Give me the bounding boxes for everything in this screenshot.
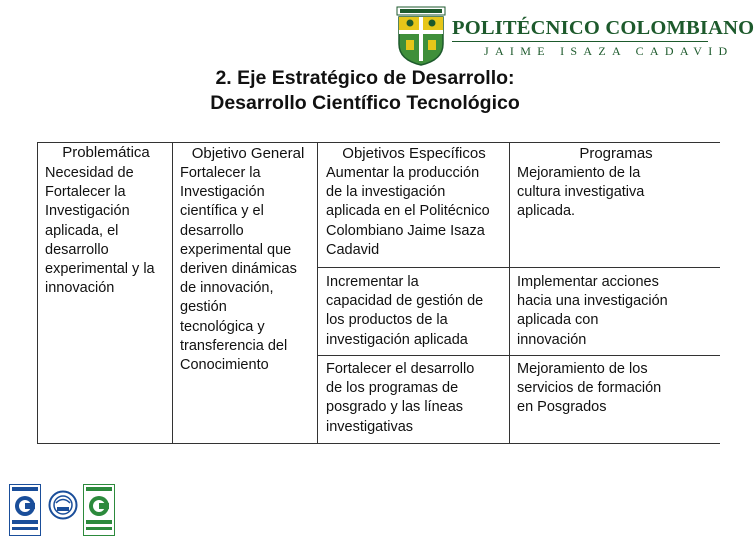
politecnico-crest-logo bbox=[396, 6, 446, 66]
text-line: Investigación bbox=[180, 184, 265, 201]
crest-icon bbox=[396, 6, 446, 66]
iqnet-seal-icon bbox=[48, 490, 78, 529]
table-divider bbox=[317, 143, 318, 443]
problematica-cell bbox=[45, 164, 173, 298]
text-line: deriven dinámicas bbox=[180, 261, 297, 278]
table-divider bbox=[317, 267, 720, 268]
strategy-table bbox=[37, 142, 720, 444]
text-line: innovación bbox=[517, 331, 587, 348]
objetivo-especifico-cell bbox=[326, 164, 510, 260]
text-line: Incrementar la bbox=[326, 274, 419, 290]
header-programas: Programas bbox=[579, 145, 653, 162]
header-problematica: Problemática bbox=[62, 144, 150, 161]
text-line: investigación aplicada bbox=[326, 331, 468, 348]
text-line: servicios de formación bbox=[517, 380, 662, 397]
text-line: Cadavid bbox=[326, 241, 380, 258]
text-line: de innovación, bbox=[180, 280, 274, 297]
text-line: Fortalecer la bbox=[45, 184, 126, 201]
text-line: los productos de la bbox=[326, 312, 448, 329]
text-line: Fortalecer la bbox=[180, 165, 261, 181]
text-line: experimental que bbox=[180, 241, 292, 258]
text-line: Aumentar la producción bbox=[326, 165, 480, 181]
text-line: aplicada en el Politécnico bbox=[326, 203, 490, 220]
certification-seal-icon bbox=[9, 484, 41, 541]
page-title bbox=[150, 66, 580, 116]
brand-divider bbox=[452, 41, 708, 42]
text-line: desarrollo bbox=[45, 241, 109, 258]
text-line: gestión bbox=[180, 299, 227, 316]
text-line: desarrollo bbox=[180, 222, 244, 239]
text-line: aplicada, el bbox=[45, 222, 119, 239]
text-line: Mejoramiento de los bbox=[517, 361, 648, 377]
programa-cell bbox=[517, 360, 717, 418]
objetivo-general-cell bbox=[180, 164, 316, 375]
text-line: de los programas de bbox=[326, 380, 459, 397]
text-line: transferencia del bbox=[180, 337, 288, 354]
text-line: aplicada con bbox=[517, 312, 599, 329]
text-line: experimental y la bbox=[45, 261, 155, 278]
text-line: innovación bbox=[45, 280, 115, 297]
brand-subtitle: JAIME ISAZA CADAVID bbox=[484, 44, 734, 58]
text-line: Conocimiento bbox=[180, 357, 269, 374]
brand-wordmark bbox=[452, 16, 754, 58]
programa-cell bbox=[517, 273, 717, 350]
text-line: tecnológica y bbox=[180, 318, 265, 335]
certification-seal-icon bbox=[83, 484, 115, 541]
title-line-1: 2. Eje Estratégico de Desarrollo: bbox=[215, 67, 515, 89]
text-line: de la investigación bbox=[326, 184, 446, 201]
text-line: capacidad de gestión de bbox=[326, 293, 484, 310]
objetivo-especifico-cell bbox=[326, 360, 510, 437]
text-line: científica y el bbox=[180, 203, 264, 220]
text-line: Colombiano Jaime Isaza bbox=[326, 222, 485, 239]
text-line: Fortalecer el desarrollo bbox=[326, 361, 475, 377]
header-objetivo-general: Objetivo General bbox=[191, 145, 305, 162]
header-objetivos-especificos: Objetivos Específicos bbox=[342, 145, 486, 162]
text-line: hacia una investigación bbox=[517, 293, 668, 310]
text-line: Investigación bbox=[45, 203, 130, 220]
text-line: Implementar acciones bbox=[517, 274, 659, 290]
objetivo-especifico-cell bbox=[326, 273, 510, 350]
table-divider bbox=[317, 355, 720, 356]
brand-name: POLITÉCNICO COLOMBIANO bbox=[452, 17, 754, 39]
text-line: aplicada. bbox=[517, 203, 576, 220]
text-line: Necesidad de bbox=[45, 165, 134, 181]
text-line: investigativas bbox=[326, 418, 414, 435]
programa-cell bbox=[517, 164, 717, 222]
title-line-2: Desarrollo Científico Tecnológico bbox=[210, 92, 520, 114]
text-line: cultura investigativa bbox=[517, 184, 645, 201]
text-line: Mejoramiento de la bbox=[517, 165, 641, 181]
text-line: en Posgrados bbox=[517, 399, 607, 416]
text-line: posgrado y las líneas bbox=[326, 399, 464, 416]
